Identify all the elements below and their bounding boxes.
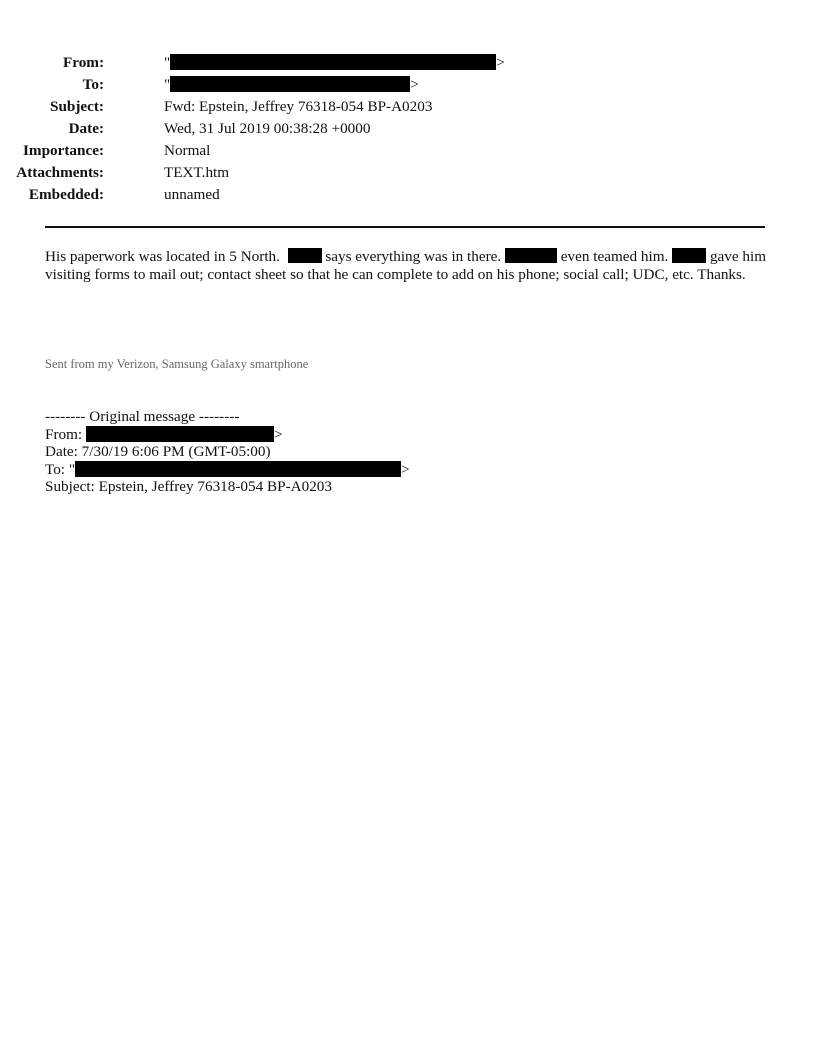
to-label: To:: [82, 76, 104, 93]
redaction-block: [505, 248, 557, 263]
attachments-label: Attachments:: [16, 164, 104, 181]
original-from-line: [45, 426, 765, 444]
redaction-block: [86, 426, 274, 442]
header-importance-row: [0, 141, 760, 161]
header-embedded-row: [0, 185, 760, 205]
redaction-block: [75, 461, 401, 477]
original-from-bracket: >: [273, 425, 283, 443]
redaction-block: [170, 76, 410, 92]
body-text-segment: even teamed him.: [560, 248, 669, 265]
redaction-block: [170, 54, 496, 70]
signature-line: Sent from my Verizon, Samsung Galaxy smartphone: [45, 357, 309, 371]
date-value: Wed, 31 Jul 2019 00:38:28 +0000: [164, 120, 371, 137]
header-date-row: [0, 119, 760, 139]
importance-value: Normal: [164, 142, 211, 159]
original-to-line: [45, 461, 765, 479]
header-attachments-row: [0, 163, 760, 183]
header-from-row: [0, 53, 760, 73]
original-to-label: To: ": [45, 460, 76, 478]
date-label: Date:: [68, 120, 104, 137]
from-label: From:: [62, 54, 104, 71]
header-to-row: [0, 75, 760, 95]
from-bracket: >: [496, 54, 505, 71]
original-message: [45, 408, 765, 496]
redaction-block: [288, 248, 322, 263]
original-from-label: From:: [45, 425, 83, 443]
redaction-block: [672, 248, 706, 263]
original-to-bracket: >: [401, 460, 410, 478]
to-quote: ": [164, 76, 171, 93]
from-value: [164, 53, 505, 73]
original-date-line: Date: 7/30/19 6:06 PM (GMT-05:00): [45, 443, 271, 460]
body-text-segment: gave him visiting forms to mail out; contact sheet so that he can complete to add on his phone; social call; UDC, etc. Thanks.: [45, 248, 767, 283]
email-body: [45, 248, 767, 284]
embedded-value: unnamed: [164, 186, 220, 203]
subject-value: Fwd: Epstein, Jeffrey 76318-054 BP-A0203: [164, 98, 433, 115]
original-subject-line: Subject: Epstein, Jeffrey 76318-054 BP-A0203: [45, 478, 332, 495]
body-text-segment: says everything was in there.: [325, 248, 502, 265]
original-separator: -------- Original message --------: [45, 408, 240, 425]
attachments-value: TEXT.htm: [164, 164, 230, 181]
header-subject-row: [0, 97, 760, 117]
to-value: [164, 75, 419, 95]
header-divider: [45, 226, 765, 228]
importance-label: Importance:: [23, 142, 104, 159]
to-bracket: >: [410, 76, 419, 93]
embedded-label: Embedded:: [28, 186, 104, 203]
from-quote: ": [164, 54, 171, 71]
body-text-segment: His paperwork was located in 5 North.: [45, 248, 280, 265]
subject-label: Subject:: [50, 98, 104, 115]
